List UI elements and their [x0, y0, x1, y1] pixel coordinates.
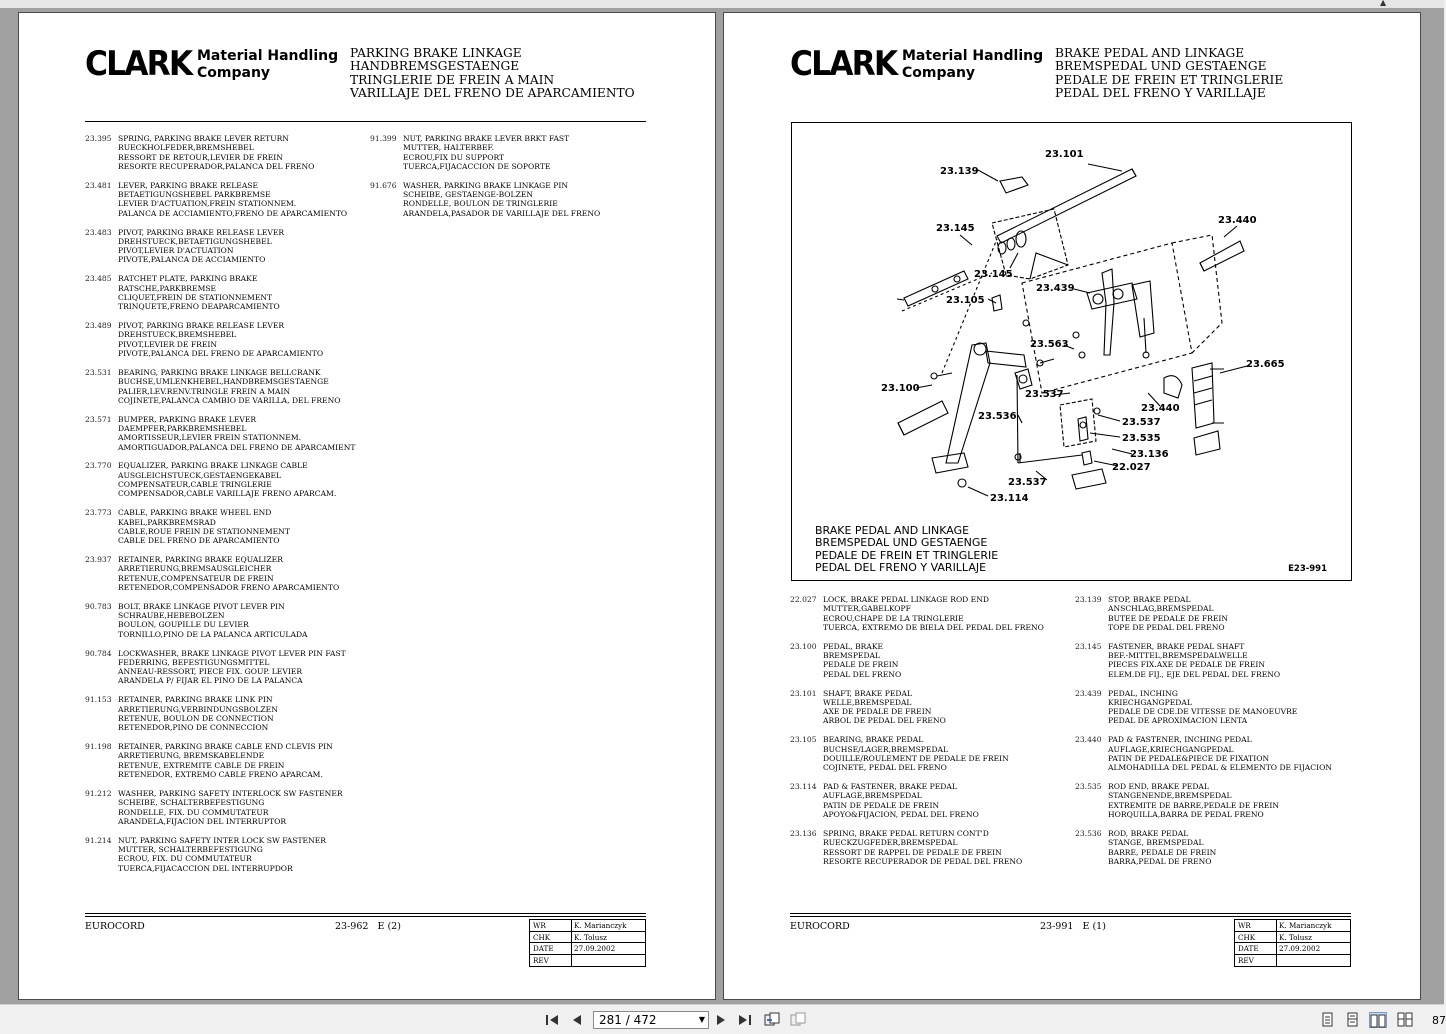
part-description-line: PEDAL DE APROXIMACION LENTA — [1108, 716, 1248, 726]
part-number: 23.136 — [790, 828, 817, 838]
logo-line-2: Company — [902, 65, 976, 81]
part-description-line: PIVOTE,PALANCA DEL FRENO DE APARCAMIENTO — [118, 349, 324, 359]
part-number: 23.139 — [1075, 595, 1102, 604]
footer-divider — [790, 913, 1351, 914]
part-description-line: TOPE DE PEDAL DEL FRENO — [1108, 622, 1225, 632]
part-entry — [85, 742, 355, 779]
part-description-line: NUT, PARKING BRAKE LEVER BRKT FAST — [403, 134, 570, 143]
part-description-line: ECROU,FIX DU SUPPORT — [403, 152, 505, 162]
single-page-icon — [1318, 1012, 1336, 1028]
part-description-line: ALMOHADILLA DEL PEDAL & ELEMENTO DE FIJACION — [1108, 763, 1332, 773]
part-description-line: KRIECHGANGPEDAL — [1108, 697, 1192, 707]
single-page-view-button[interactable] — [1318, 1012, 1336, 1028]
revision-block — [1234, 919, 1351, 967]
part-number: 91.198 — [85, 742, 112, 752]
part-description-line: DOUILLE/ROULEMENT DE PEDALE DE FREIN — [823, 753, 1009, 763]
part-description-line: PEDAL, INCHING — [1108, 688, 1178, 698]
callout-label: 23.537 — [1122, 417, 1161, 428]
revision-row — [1235, 955, 1350, 967]
revision-row — [530, 920, 645, 932]
part-description-line: ECROU, FIX. DU COMMUTATEUR — [118, 854, 252, 864]
title-line: TRINGLERIE DE FREIN A MAIN — [350, 72, 555, 87]
go-back-view-button[interactable] — [763, 1012, 781, 1028]
title-line: PEDALE DE FREIN ET TRINGLERIE — [1055, 72, 1284, 87]
previous-page-icon — [569, 1013, 585, 1027]
part-description-line: RETENUE, EXTREMITE CABLE DE FREIN — [118, 760, 285, 770]
part-description-line: ARRETIERUNG,VERBINDUNGSBOLZEN — [118, 704, 278, 714]
part-entry — [85, 508, 355, 545]
part-entry — [790, 829, 1044, 866]
part-description-line: PALIER,LEV.RENV.TRINGLE FREIN A MAIN — [118, 386, 291, 396]
caption-line: PEDALE DE FREIN ET TRINGLERIE — [815, 548, 999, 562]
part-description-line: RETENUE,COMPENSATEUR DE FREIN — [118, 573, 274, 583]
part-description-line: CABLE, PARKING BRAKE WHEEL END — [118, 508, 272, 518]
part-number: 90.783 — [85, 601, 112, 611]
scroll-up-icon[interactable]: ▲ — [1380, 0, 1387, 7]
part-number: 23.101 — [790, 688, 817, 698]
part-entry — [1075, 782, 1332, 819]
part-entry — [790, 595, 1044, 632]
revision-key: CHK — [1235, 932, 1277, 943]
last-page-icon — [737, 1013, 753, 1027]
callout-label: 23.114 — [990, 493, 1029, 504]
part-description-line: EXTREMITE DE BARRE,PEDALE DE FREIN — [1108, 800, 1280, 810]
part-description-line: MUTTER, SCHALTERBEFESTIGUNG — [118, 845, 263, 855]
diagram-drawing — [792, 123, 1351, 580]
part-description-line: PATIN DE PEDALE&PIECE DE FIXATION — [1108, 753, 1270, 763]
parts-list-column-1 — [790, 595, 1044, 876]
continuous-page-icon — [1343, 1012, 1361, 1028]
part-number: 23.439 — [1075, 688, 1102, 698]
part-number: 91.212 — [85, 788, 112, 798]
part-description-line: RESORTE RECUPERADOR,PALANCA DEL FRENO — [118, 161, 315, 171]
part-description-line: RATCHET PLATE, PARKING BRAKE — [118, 274, 258, 284]
revision-value — [572, 955, 645, 967]
logo-mark: CLARK — [790, 44, 897, 84]
part-entry — [85, 274, 355, 311]
part-description-line: BEARING, PARKING BRAKE LINKAGE BELLCRANK — [118, 367, 321, 377]
clark-logo — [790, 44, 1044, 87]
callout-label: 23.145 — [974, 269, 1013, 280]
revision-value: 27.09.2002 — [574, 944, 616, 953]
part-description-line: AMORTIGUADOR,PALANCA DEL FRENO DE APARCAMIENT — [118, 442, 356, 452]
revision-value: K. Tolusz — [574, 932, 607, 942]
part-description-line: WASHER, PARKING BRAKE LINKAGE PIN — [403, 180, 568, 190]
diagram-caption — [815, 525, 998, 575]
part-description-line: RATSCHE,PARKBREMSE — [118, 283, 217, 293]
part-description-line: SCHRAUBE,HEBEBOLZEN — [118, 611, 225, 621]
part-description-line: LOCK, BRAKE PEDAL LINKAGE ROD END — [823, 595, 989, 604]
part-description-line: PATIN DE PEDALE DE FREIN — [823, 800, 940, 810]
callout-label: 23.537 — [1025, 389, 1064, 400]
part-description-line: ANNEAU-RESSORT, PIECE FIX. GOUP. LEVIER — [118, 667, 303, 677]
revision-key: WR — [1235, 920, 1277, 931]
logo-line-2: Company — [197, 65, 271, 81]
revision-row — [530, 943, 645, 955]
page-footer — [85, 913, 646, 983]
part-description-line: BOLT, BRAKE LINKAGE PIVOT LEVER PIN — [118, 601, 285, 611]
part-description-line: AUSGLEICHSTUECK,GESTAENGEKABEL — [118, 470, 282, 480]
part-description-line: PIVOT, PARKING BRAKE RELEASE LEVER — [118, 321, 285, 331]
part-entry — [85, 321, 355, 358]
part-description-line: TUERCA, EXTREMO DE BIELA DEL PEDAL DEL FRENO — [823, 622, 1044, 632]
part-number: 23.531 — [85, 367, 112, 377]
part-number: 23.483 — [85, 227, 112, 237]
part-number: 23.937 — [85, 555, 112, 565]
part-description-line: LEVIER D'ACTUATION,FREIN STATIONNEM. — [118, 199, 297, 209]
part-description-line: PIVOT,LEVIER DE FREIN — [118, 339, 218, 349]
part-description-line: COJINETE, PEDAL DEL FRENO — [823, 763, 947, 773]
part-entry — [370, 134, 600, 171]
part-number: 91.153 — [85, 695, 112, 705]
part-description-line: SHAFT, BRAKE PEDAL — [823, 688, 913, 698]
part-description-line: KABEL,PARKBREMSRAD — [118, 517, 216, 527]
part-number: 91.399 — [370, 134, 397, 143]
callout-label: 23.535 — [1122, 433, 1161, 444]
revision-key: DATE — [530, 943, 572, 954]
part-description-line: RESORTE RECUPERADOR DE PEDAL DEL FRENO — [823, 856, 1023, 866]
part-entry — [85, 461, 355, 498]
document-viewport[interactable] — [0, 8, 1444, 1004]
part-description-line: ELEM.DE FIJ., EJE DEL PEDAL DEL FRENO — [1108, 669, 1281, 679]
exploded-diagram — [791, 122, 1352, 581]
part-description-line: ARBOL DE PEDAL DEL FRENO — [823, 716, 946, 726]
callout-label: 23.439 — [1036, 283, 1075, 294]
revision-row — [1235, 932, 1350, 944]
part-number: 23.105 — [790, 735, 817, 745]
part-description-line: AUFLAGE,KRIECHGANGPEDAL — [1108, 744, 1234, 754]
part-description-line: PAD & FASTENER, INCHING PEDAL — [1108, 735, 1252, 745]
title-line: HANDBREMSGESTAENGE — [350, 59, 520, 74]
part-number: 23.536 — [1075, 828, 1102, 838]
figure-number: E23-991 — [1288, 564, 1327, 574]
header-divider — [85, 121, 646, 122]
part-entry — [790, 689, 1044, 726]
callout-label: 23.136 — [1130, 449, 1169, 460]
footer-divider — [85, 916, 646, 917]
part-description-line: DREHSTUECK,BETAETIGUNGSHEBEL — [118, 236, 272, 246]
revision-key: REV — [530, 955, 572, 967]
part-entry — [85, 649, 355, 686]
first-page-button[interactable] — [544, 1013, 560, 1027]
part-description-line: RETENUE, BOULON DE CONNECTION — [118, 713, 274, 723]
part-description-line: BOULON, GOUPILLE DU LEVIER — [118, 620, 249, 630]
part-description-line: ARRETIERUNG, BREMSKABELENDE — [118, 751, 265, 761]
part-description-line: CABLE DEL FRENO DE APARCAMIENTO — [118, 536, 280, 546]
part-entry — [1075, 735, 1332, 772]
part-description-line: EQUALIZER, PARKING BRAKE LINKAGE CABLE — [118, 461, 308, 471]
page-footer — [790, 913, 1351, 983]
part-description-line: BUTEE DE PEDALE DE FREIN — [1108, 613, 1229, 623]
part-description-line: ECROU,CHAPE DE LA TRINGLERIE — [823, 613, 964, 623]
page-title — [350, 47, 635, 101]
revision-block — [529, 919, 646, 967]
part-description-line: ROD, BRAKE PEDAL — [1108, 828, 1189, 838]
part-description-line: PIVOT, PARKING BRAKE RELEASE LEVER — [118, 227, 285, 237]
part-description-line: NUT, PARKING SAFETY INTER LOCK SW FASTENER — [118, 835, 326, 845]
part-description-line: BEF.-MITTEL,BREMSPEDALWELLE — [1108, 651, 1248, 661]
part-entry — [790, 642, 1044, 679]
part-description-line: PEDALE DE FREIN — [823, 660, 899, 670]
part-number: 22.027 — [790, 595, 817, 604]
part-entry — [1075, 829, 1332, 866]
part-description-line: RETENEDOR,PINO DE CONNECCION — [118, 723, 269, 733]
revision-row — [530, 955, 645, 967]
revision-value: K. Marianczyk — [574, 921, 627, 930]
footer-brand: EUROCORD — [85, 921, 145, 932]
last-page-button[interactable] — [737, 1013, 753, 1027]
caption-line: PEDAL DEL FRENO Y VARILLAJE — [815, 561, 987, 575]
revision-row — [1235, 920, 1350, 932]
logo-line-1: Material Handling — [902, 48, 1044, 64]
revision-row — [1235, 943, 1350, 955]
part-description-line: BARRA,PEDAL DE FRENO — [1108, 856, 1212, 866]
parts-list-column-2 — [370, 134, 600, 228]
revision-value: 27.09.2002 — [1279, 944, 1321, 953]
continuous-facing-view-button[interactable] — [1396, 1012, 1414, 1028]
part-number: 23.773 — [85, 508, 112, 518]
part-number: 23.100 — [790, 641, 817, 651]
logo-mark: CLARK — [85, 44, 192, 84]
part-entry — [370, 181, 600, 218]
revision-value — [1277, 955, 1350, 967]
part-entry — [1075, 595, 1332, 632]
page-number-value: 281 / 472 — [599, 1013, 657, 1027]
part-description-line: SCHEIBE, SCHALTERBEFESTIGUNG — [118, 798, 265, 808]
callout-label: 23.537 — [1008, 477, 1047, 488]
pdf-page-left — [18, 12, 716, 1000]
footer-brand: EUROCORD — [790, 921, 850, 932]
part-description-line: COMPENSADOR,CABLE VARILLAJE FRENO APARCAM. — [118, 489, 337, 499]
page-number-field[interactable] — [593, 1011, 709, 1029]
part-description-line: RESSORT DE RETOUR,LEVIER DE FREIN — [118, 152, 283, 162]
part-description-line: SCHEIBE, GESTAENGE-BOLZEN — [403, 190, 534, 200]
part-description-line: LOCKWASHER, BRAKE LINKAGE PIVOT LEVER PIN FAST — [118, 648, 346, 658]
part-number: 23.770 — [85, 461, 112, 471]
part-description-line: PAD & FASTENER, BRAKE PEDAL — [823, 782, 957, 792]
part-entry — [85, 602, 355, 639]
part-description-line: PALANCA DE ACCIAMIENTO,FRENO DE APARCAMIENTO — [118, 208, 348, 218]
revision-key: REV — [1235, 955, 1277, 967]
part-description-line: HORQUILLA,BARRA DE PEDAL FRENO — [1108, 810, 1264, 820]
part-description-line: ANSCHLAG,BREMSPEDAL — [1108, 604, 1214, 614]
window-top-strip — [0, 0, 1444, 8]
footer-doc-number: 23-962 E (2) — [335, 921, 401, 932]
go-forward-view-button[interactable] — [789, 1012, 807, 1028]
facing-pages-icon — [1370, 1014, 1386, 1028]
part-description-line: CLIQUET,FREIN DE STATIONNEMENT — [118, 292, 273, 302]
part-description-line: RETENEDOR, EXTREMO CABLE FRENO APARCAM. — [118, 770, 323, 780]
part-description-line: RESSORT DE RAPPEL DE PEDALE DE FREIN — [823, 847, 1002, 857]
part-description-line: BARRE, PEDALE DE FREIN — [1108, 847, 1217, 857]
part-description-line: PEDAL, BRAKE — [823, 641, 884, 651]
part-entry — [85, 836, 355, 873]
title-line: VARILLAJE DEL FRENO DE APARCAMIENTO — [350, 86, 635, 101]
clark-logo — [85, 44, 339, 87]
part-description-line: BEARING, BRAKE PEDAL — [823, 735, 924, 745]
part-entry — [85, 181, 355, 218]
page-title — [1055, 47, 1283, 101]
part-description-line: PEDALE DE CDE.DE VITESSE DE MANOEUVRE — [1108, 707, 1298, 717]
part-number: 91.214 — [85, 835, 112, 845]
part-description-line: COJINETE,PALANCA CAMBIO DE VARILLA, DEL FRENO — [118, 395, 341, 405]
part-description-line: LEVER, PARKING BRAKE RELEASE — [118, 180, 259, 190]
part-number: 23.535 — [1075, 782, 1102, 792]
part-number: 91.676 — [370, 180, 397, 190]
caption-line: BRAKE PEDAL AND LINKAGE — [815, 524, 970, 537]
part-description-line: ARANDELA P/ FIJAR EL PINO DE LA PALANCA — [118, 676, 303, 686]
facing-pages-view-button[interactable] — [1369, 1012, 1387, 1028]
part-description-line: PIVOTE,PALANCA DE ACCIAMIENTO — [118, 255, 266, 265]
part-number: 23.489 — [85, 321, 112, 331]
part-description-line: STANGE, BREMSPEDAL — [1108, 838, 1204, 848]
revision-value: K. Tolusz — [1279, 932, 1312, 942]
part-number: 23.571 — [85, 414, 112, 424]
footer-divider — [790, 916, 1351, 917]
callout-label: 23.101 — [1045, 149, 1084, 160]
part-description-line: TUERCA,FIJACACCION DE SOPORTE — [403, 161, 551, 171]
next-page-icon — [713, 1013, 729, 1027]
zoom-level[interactable]: 87 — [1432, 1014, 1446, 1027]
part-description-line: RONDELLE, BOULON DE TRINGLERIE — [403, 199, 558, 209]
revision-key: WR — [530, 920, 572, 931]
part-number: 23.145 — [1075, 641, 1102, 651]
part-description-line: RETAINER, PARKING BRAKE LINK PIN — [118, 695, 273, 705]
part-description-line: RETENEDOR,COMPENSADOR FRENO APARCAMIENTO — [118, 582, 340, 592]
callout-label: 23.100 — [881, 383, 920, 394]
chevron-down-icon[interactable]: ▼ — [698, 1015, 705, 1024]
part-entry — [85, 555, 355, 592]
part-description-line: RETAINER, PARKING BRAKE CABLE END CLEVIS PIN — [118, 742, 333, 752]
part-description-line: TRINQUETE,FRENO DEAPARCAMIENTO — [118, 302, 280, 312]
callout-label: 23.105 — [946, 295, 985, 306]
part-description-line: BUMPER, PARKING BRAKE LEVER — [118, 414, 257, 424]
part-number: 90.784 — [85, 648, 112, 658]
parts-list-column-2 — [1075, 595, 1332, 876]
part-description-line: PIECES FIX.AXE DE PEDALE DE FREIN — [1108, 660, 1266, 670]
part-description-line: RUECKZUGFEDER,BREMSPEDAL — [823, 838, 958, 848]
title-line: PEDAL DEL FRENO Y VARILLAJE — [1055, 86, 1266, 101]
callout-label: 22.027 — [1112, 462, 1151, 473]
next-page-button[interactable] — [713, 1013, 729, 1027]
part-description-line: AUFLAGE,BREMSPEDAL — [823, 791, 922, 801]
callout-label: 23.563 — [1030, 339, 1069, 350]
part-description-line: FASTENER, BRAKE PEDAL SHAFT — [1108, 641, 1245, 651]
title-line: PARKING BRAKE LINKAGE — [350, 46, 522, 60]
part-description-line: TORNILLO,PINO DE LA PALANCA ARTICULADA — [118, 629, 308, 639]
logo-line-1: Material Handling — [197, 48, 339, 64]
part-description-line: DREHSTUECK,BREMSHEBEL — [118, 330, 237, 340]
revision-row — [530, 932, 645, 944]
continuous-facing-icon — [1396, 1012, 1414, 1028]
previous-page-button[interactable] — [569, 1013, 585, 1027]
revision-key: CHK — [530, 932, 572, 943]
part-description-line: APOYO&FIJACION, PEDAL DEL FRENO — [823, 810, 979, 820]
part-entry — [1075, 642, 1332, 679]
callout-label: 23.139 — [940, 166, 979, 177]
part-description-line: FEDERRING, BEFESTIGUNGSMITTEL — [118, 657, 270, 667]
title-line: BREMSPEDAL UND GESTAENGE — [1055, 59, 1267, 74]
callout-label: 23.440 — [1218, 215, 1257, 226]
part-description-line: ARANDELA,FIJACION DEL INTERRUPTOR — [118, 816, 287, 826]
part-description-line: RETAINER, PARKING BRAKE EQUALIZER — [118, 555, 283, 565]
part-description-line: BUCHSE/LAGER,BREMSPEDAL — [823, 744, 949, 754]
part-description-line: AMORTISSEUR,LEVIER FREIN STATIONNEM. — [118, 433, 302, 443]
part-description-line: MUTTER,GABELKOPF — [823, 604, 911, 614]
part-description-line: CABLE,ROUE FREIN DE STATIONNEMENT — [118, 526, 290, 536]
part-description-line: SPRING, BRAKE PEDAL RETURN CONT'D — [823, 828, 989, 838]
title-line: BRAKE PEDAL AND LINKAGE — [1055, 46, 1245, 60]
part-number: 23.440 — [1075, 735, 1102, 745]
viewer-toolbar — [0, 1004, 1444, 1034]
part-entry — [85, 134, 355, 171]
continuous-view-button[interactable] — [1343, 1012, 1361, 1028]
part-description-line: BREMSPEDAL — [823, 651, 881, 661]
part-description-line: STANGENENDE,BREMSPEDAL — [1108, 791, 1232, 801]
part-description-line: ARANDELA,PASADOR DE VARILLAJE DEL FRENO — [403, 208, 601, 218]
callout-label: 23.536 — [978, 411, 1017, 422]
part-entry — [85, 228, 355, 265]
first-page-icon — [544, 1013, 560, 1027]
part-entry — [85, 368, 355, 405]
callout-label: 23.440 — [1141, 403, 1180, 414]
footer-doc-number: 23-991 E (1) — [1040, 921, 1106, 932]
part-description-line: DAEMPFER,PARKBREMSHEBEL — [118, 423, 247, 433]
part-number: 23.395 — [85, 134, 112, 143]
part-description-line: ROD END, BRAKE PEDAL — [1108, 782, 1209, 792]
part-entry — [85, 415, 355, 452]
part-description-line: COMPENSATEUR,CABLE TRINGLERIE — [118, 480, 272, 490]
part-entry — [85, 789, 355, 826]
part-description-line: RUECKHOLFEDER,BREMSHEBEL — [118, 143, 254, 153]
footer-divider — [85, 913, 646, 914]
back-view-icon — [763, 1012, 781, 1028]
part-description-line: PIVOT,LEVIER D'ACTUATION — [118, 246, 234, 256]
revision-key: DATE — [1235, 943, 1277, 954]
part-description-line: PEDAL DEL FRENO — [823, 669, 902, 679]
part-description-line: MUTTER, HALTERBEF. — [403, 143, 495, 153]
part-entry — [790, 735, 1044, 772]
part-description-line: WELLE,BREMSPEDAL — [823, 697, 912, 707]
part-number: 23.114 — [790, 782, 817, 792]
part-entry — [85, 695, 355, 732]
pdf-page-right — [723, 12, 1421, 1000]
part-entry — [790, 782, 1044, 819]
callout-label: 23.665 — [1246, 359, 1285, 370]
part-description-line: AXE DE PEDALE DE FREIN — [823, 707, 932, 717]
part-entry — [1075, 689, 1332, 726]
part-description-line: STOP, BRAKE PEDAL — [1108, 595, 1191, 604]
part-description-line: WASHER, PARKING SAFETY INTERLOCK SW FASTENER — [118, 788, 343, 798]
part-description-line: SPRING, PARKING BRAKE LEVER RETURN — [118, 134, 289, 143]
part-number: 23.485 — [85, 274, 112, 284]
part-description-line: TUERCA,FIJACACCION DEL INTERRUPDOR — [118, 863, 293, 873]
caption-line: BREMSPEDAL UND GESTAENGE — [815, 536, 988, 550]
part-description-line: BETAETIGUNGSHEBEL PARKBREMSE — [118, 190, 271, 200]
part-description-line: RONDELLE, FIX. DU COMMUTATEUR — [118, 807, 269, 817]
callout-label: 23.145 — [936, 223, 975, 234]
part-description-line: ARRETIERUNG,BREMSAUSGLEICHER — [118, 564, 272, 574]
part-description-line: BUCHSE,UMLENKHEBEL,HANDBREMSGESTAENGE — [118, 377, 329, 387]
revision-value: K. Marianczyk — [1279, 921, 1332, 930]
forward-view-icon — [789, 1012, 807, 1028]
part-number: 23.481 — [85, 180, 112, 190]
parts-list-column-1 — [85, 134, 355, 883]
